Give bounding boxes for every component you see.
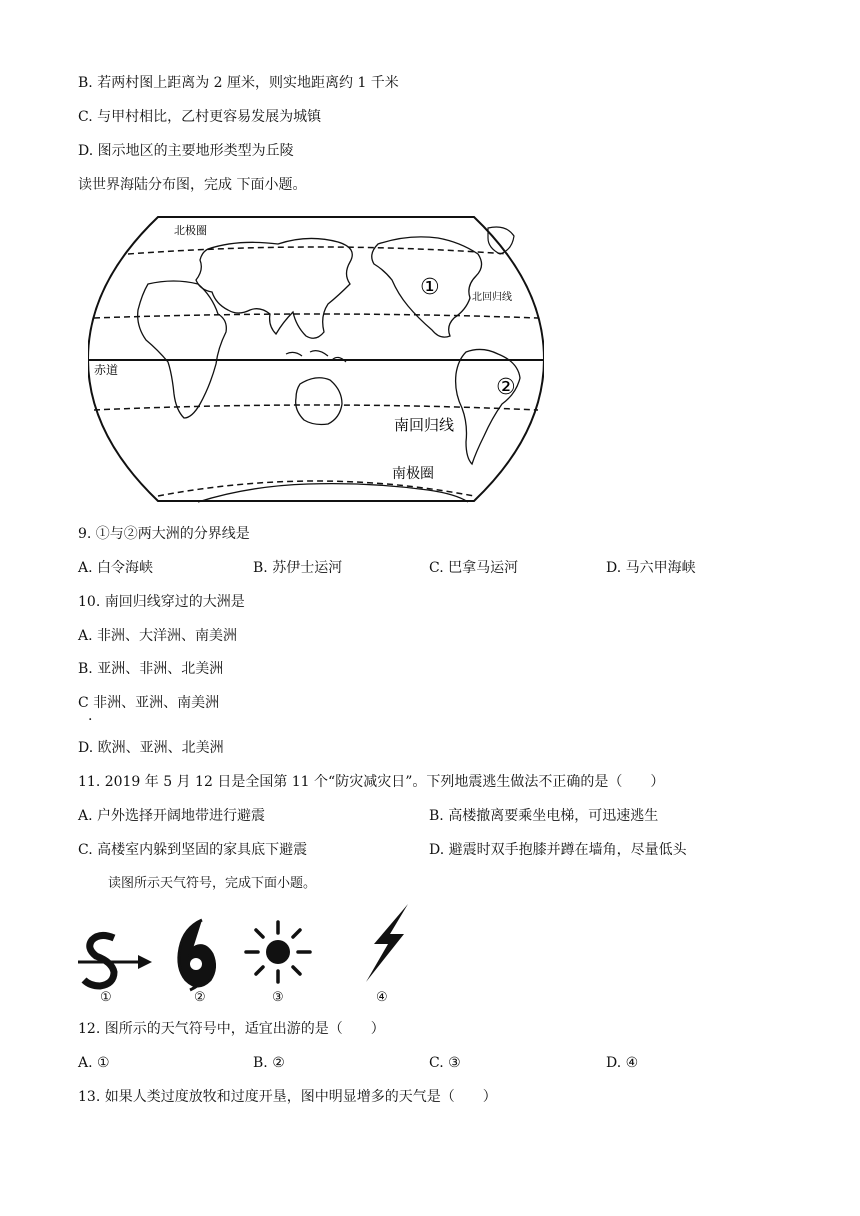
q11-option-d: D. 避震时双手抱膝并蹲在墙角，尽量低头: [429, 842, 687, 858]
sunny-icon: [244, 920, 312, 984]
tropic-cancer-line: [94, 314, 538, 318]
q10-option-d: D. 欧洲、亚洲、北美洲: [78, 740, 224, 756]
arctic-circle-line: [128, 247, 508, 254]
tropic-capricorn-line: [94, 405, 538, 410]
q11-option-a: A. 户外选择开阔地带进行避震: [78, 808, 266, 824]
q10-option-c-dot: .: [88, 708, 93, 724]
map-marker-1: ①: [420, 275, 440, 300]
q12-stem: 12. 图所示的天气符号中，适宜出游的是（ ）: [78, 1021, 385, 1037]
q13-stem: 13. 如果人类过度放牧和过度开垦，图中明显增多的天气是（ ）: [78, 1089, 497, 1105]
q8-option-c: C. 与甲村相比，乙村更容易发展为城镇: [78, 109, 322, 125]
q11-option-b: B. 高楼撤离要乘坐电梯，可迅速逃生: [429, 808, 659, 824]
weather-intro: 读图所示天气符号，完成下面小题。: [108, 876, 317, 891]
tropic-cancer-label: 北回归线: [472, 292, 512, 303]
q10-option-a: A. 非洲、大洋洲、南美洲: [78, 628, 238, 644]
q9-option-d: D. 马六甲海峡: [606, 560, 696, 576]
weather-label-3: ③: [272, 990, 284, 1005]
weather-label-4: ④: [376, 990, 388, 1005]
greenland-outline: [488, 227, 514, 254]
q9-option-a: A. 白令海峡: [78, 560, 154, 576]
weather-label-1: ①: [100, 990, 112, 1005]
antarctic-circle-label: 南极圈: [392, 466, 434, 482]
world-map: [88, 214, 544, 504]
q11-option-c: C. 高楼室内躲到坚固的家具底下避震: [78, 842, 308, 858]
q10-option-b: B. 亚洲、非洲、北美洲: [78, 661, 224, 677]
q10-stem: 10. 南回归线穿过的大洲是: [78, 594, 245, 610]
sandstorm-icon: [78, 930, 154, 992]
q11-stem: 11. 2019 年 5 月 12 日是全国第 11 个“防灾减灾日”。下列地震逃生做法不正确的是（ ）: [78, 774, 665, 790]
q8-option-b: B. 若两村图上距离为 2 厘米，则实地距离约 1 千米: [78, 75, 399, 91]
q9-option-c: C. 巴拿马运河: [429, 560, 519, 576]
q9-stem: 9. ①与②两大洲的分界线是: [78, 526, 250, 542]
q12-option-a: A. ①: [78, 1055, 110, 1071]
q10-option-c: C 非洲、亚洲、南美洲: [78, 695, 220, 711]
australia-outline: [296, 378, 342, 425]
equator-label: 赤道: [94, 363, 119, 377]
map-marker-2: ②: [496, 375, 516, 400]
tropic-capricorn-label: 南回归线: [394, 416, 455, 434]
q12-option-d: D. ④: [606, 1055, 639, 1071]
antarctica-outline: [198, 484, 468, 502]
arctic-circle-label: 北极圈: [174, 224, 207, 237]
q8-option-d: D. 图示地区的主要地形类型为丘陵: [78, 143, 294, 159]
q9-option-b: B. 苏伊士运河: [253, 560, 343, 576]
map-intro: 读世界海陆分布图，完成 下面小题。: [78, 177, 307, 193]
q12-option-b: B. ②: [253, 1055, 285, 1071]
typhoon-icon: [172, 918, 220, 992]
thunder-icon: [360, 904, 412, 982]
eurasia-outline: [196, 238, 352, 338]
africa-outline: [138, 281, 227, 418]
weather-label-2: ②: [194, 990, 206, 1005]
q12-option-c: C. ③: [429, 1055, 461, 1071]
